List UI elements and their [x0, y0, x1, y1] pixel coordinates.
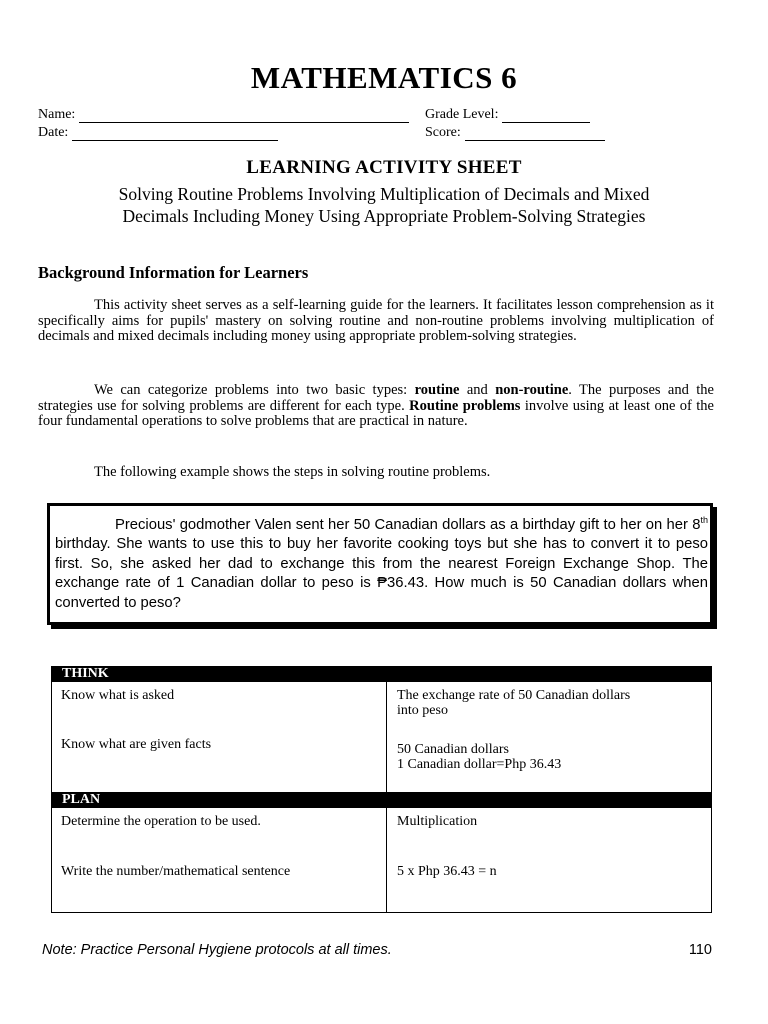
facts-label: Know what are given facts — [61, 737, 212, 752]
paragraph-2 — [38, 383, 714, 430]
name-label: Name: — [38, 107, 76, 122]
asked-label: Know what is asked — [61, 688, 175, 703]
paragraph-2-text-c: involve using at least one of the four fundamental operations to solve problems that are practical in nature. — [38, 397, 714, 429]
sentence-label: Write the number/mathematical sentence — [61, 864, 291, 879]
date-field — [38, 125, 278, 141]
think-header: THINK — [52, 667, 712, 682]
term-non-routine: non-routine — [495, 382, 569, 398]
paragraph-1-text: This activity sheet serves as a self-learning guide for the learners. It facilitates lesson comprehension as it specifically aims for pupils' mastery on solving routine and non-routine problems involving multiplication of decimals and mixed decimals including money using appropriate problem-solving strategies. — [38, 297, 714, 344]
name-line — [79, 108, 409, 123]
problem-solving-table — [51, 666, 712, 913]
grade-level-field — [425, 107, 590, 123]
plan-header: PLAN — [52, 793, 712, 808]
footer-note: Note: Practice Personal Hygiene protocols at all times. — [42, 942, 392, 958]
plan-right-cell — [387, 808, 712, 913]
paragraph-2-text-b: . The purposes and the strategies use for solving problems are different for each type. — [38, 382, 714, 414]
name-field — [38, 107, 409, 123]
score-line — [465, 126, 605, 141]
date-label: Date: — [38, 125, 69, 140]
subtitle-line-2: Decimals Including Money Using Appropriate Problem-Solving Strategies — [122, 206, 646, 226]
paragraph-1 — [38, 298, 714, 345]
subtitle-line-1: Solving Routine Problems Involving Multiplication of Decimals and Mixed — [118, 184, 650, 204]
facts-value-1: 50 Canadian dollars — [397, 742, 509, 757]
page-footer — [42, 942, 712, 958]
facts-value-2: 1 Canadian dollar=Php 36.43 — [397, 757, 562, 772]
operation-value: Multiplication — [397, 814, 478, 829]
term-routine-problems: Routine problems — [409, 397, 521, 414]
background-heading: Background Information for Learners — [38, 263, 309, 282]
page-title: MATHEMATICS 6 — [250, 60, 518, 95]
example-problem-box — [47, 503, 713, 625]
paragraph-2-text-and: and — [459, 382, 496, 398]
score-field — [425, 125, 605, 141]
paragraph-3 — [38, 465, 714, 481]
asked-value-2: into peso — [397, 703, 448, 718]
sentence-value: 5 x Php 36.43 = n — [397, 864, 497, 879]
paragraph-2-text-a: We can categorize problems into two basic types: — [94, 382, 415, 398]
think-right-cell — [387, 682, 712, 793]
score-label: Score: — [425, 125, 461, 140]
grade-level-label: Grade Level: — [425, 107, 499, 122]
sheet-subtitle — [30, 183, 738, 227]
think-left-cell — [52, 682, 387, 793]
paragraph-3-text: The following example shows the steps in solving routine problems. — [94, 464, 491, 480]
example-text-b: birthday. She wants to use this to buy her favorite cooking toys but she has to convert it to peso first. So, she asked her dad to exchange this from the nearest Foreign Exchange Shop. The exchange rate of 1 Canadian dollar to peso is ₱36.43. How much is 50 Canadian dollars when converted to peso? — [55, 536, 708, 611]
page-number: 110 — [688, 942, 712, 958]
example-superscript: th — [700, 515, 708, 525]
term-routine: routine — [414, 382, 460, 398]
sheet-title: LEARNING ACTIVITY SHEET — [246, 157, 522, 178]
operation-label: Determine the operation to be used. — [61, 814, 261, 829]
date-line — [72, 126, 278, 141]
plan-left-cell — [52, 808, 387, 913]
grade-level-line — [502, 108, 590, 123]
example-text-a: Precious' godmother Valen sent her 50 Canadian dollars as a birthday gift to her on her 8 — [115, 516, 701, 533]
asked-value-1: The exchange rate of 50 Canadian dollars — [397, 688, 631, 703]
